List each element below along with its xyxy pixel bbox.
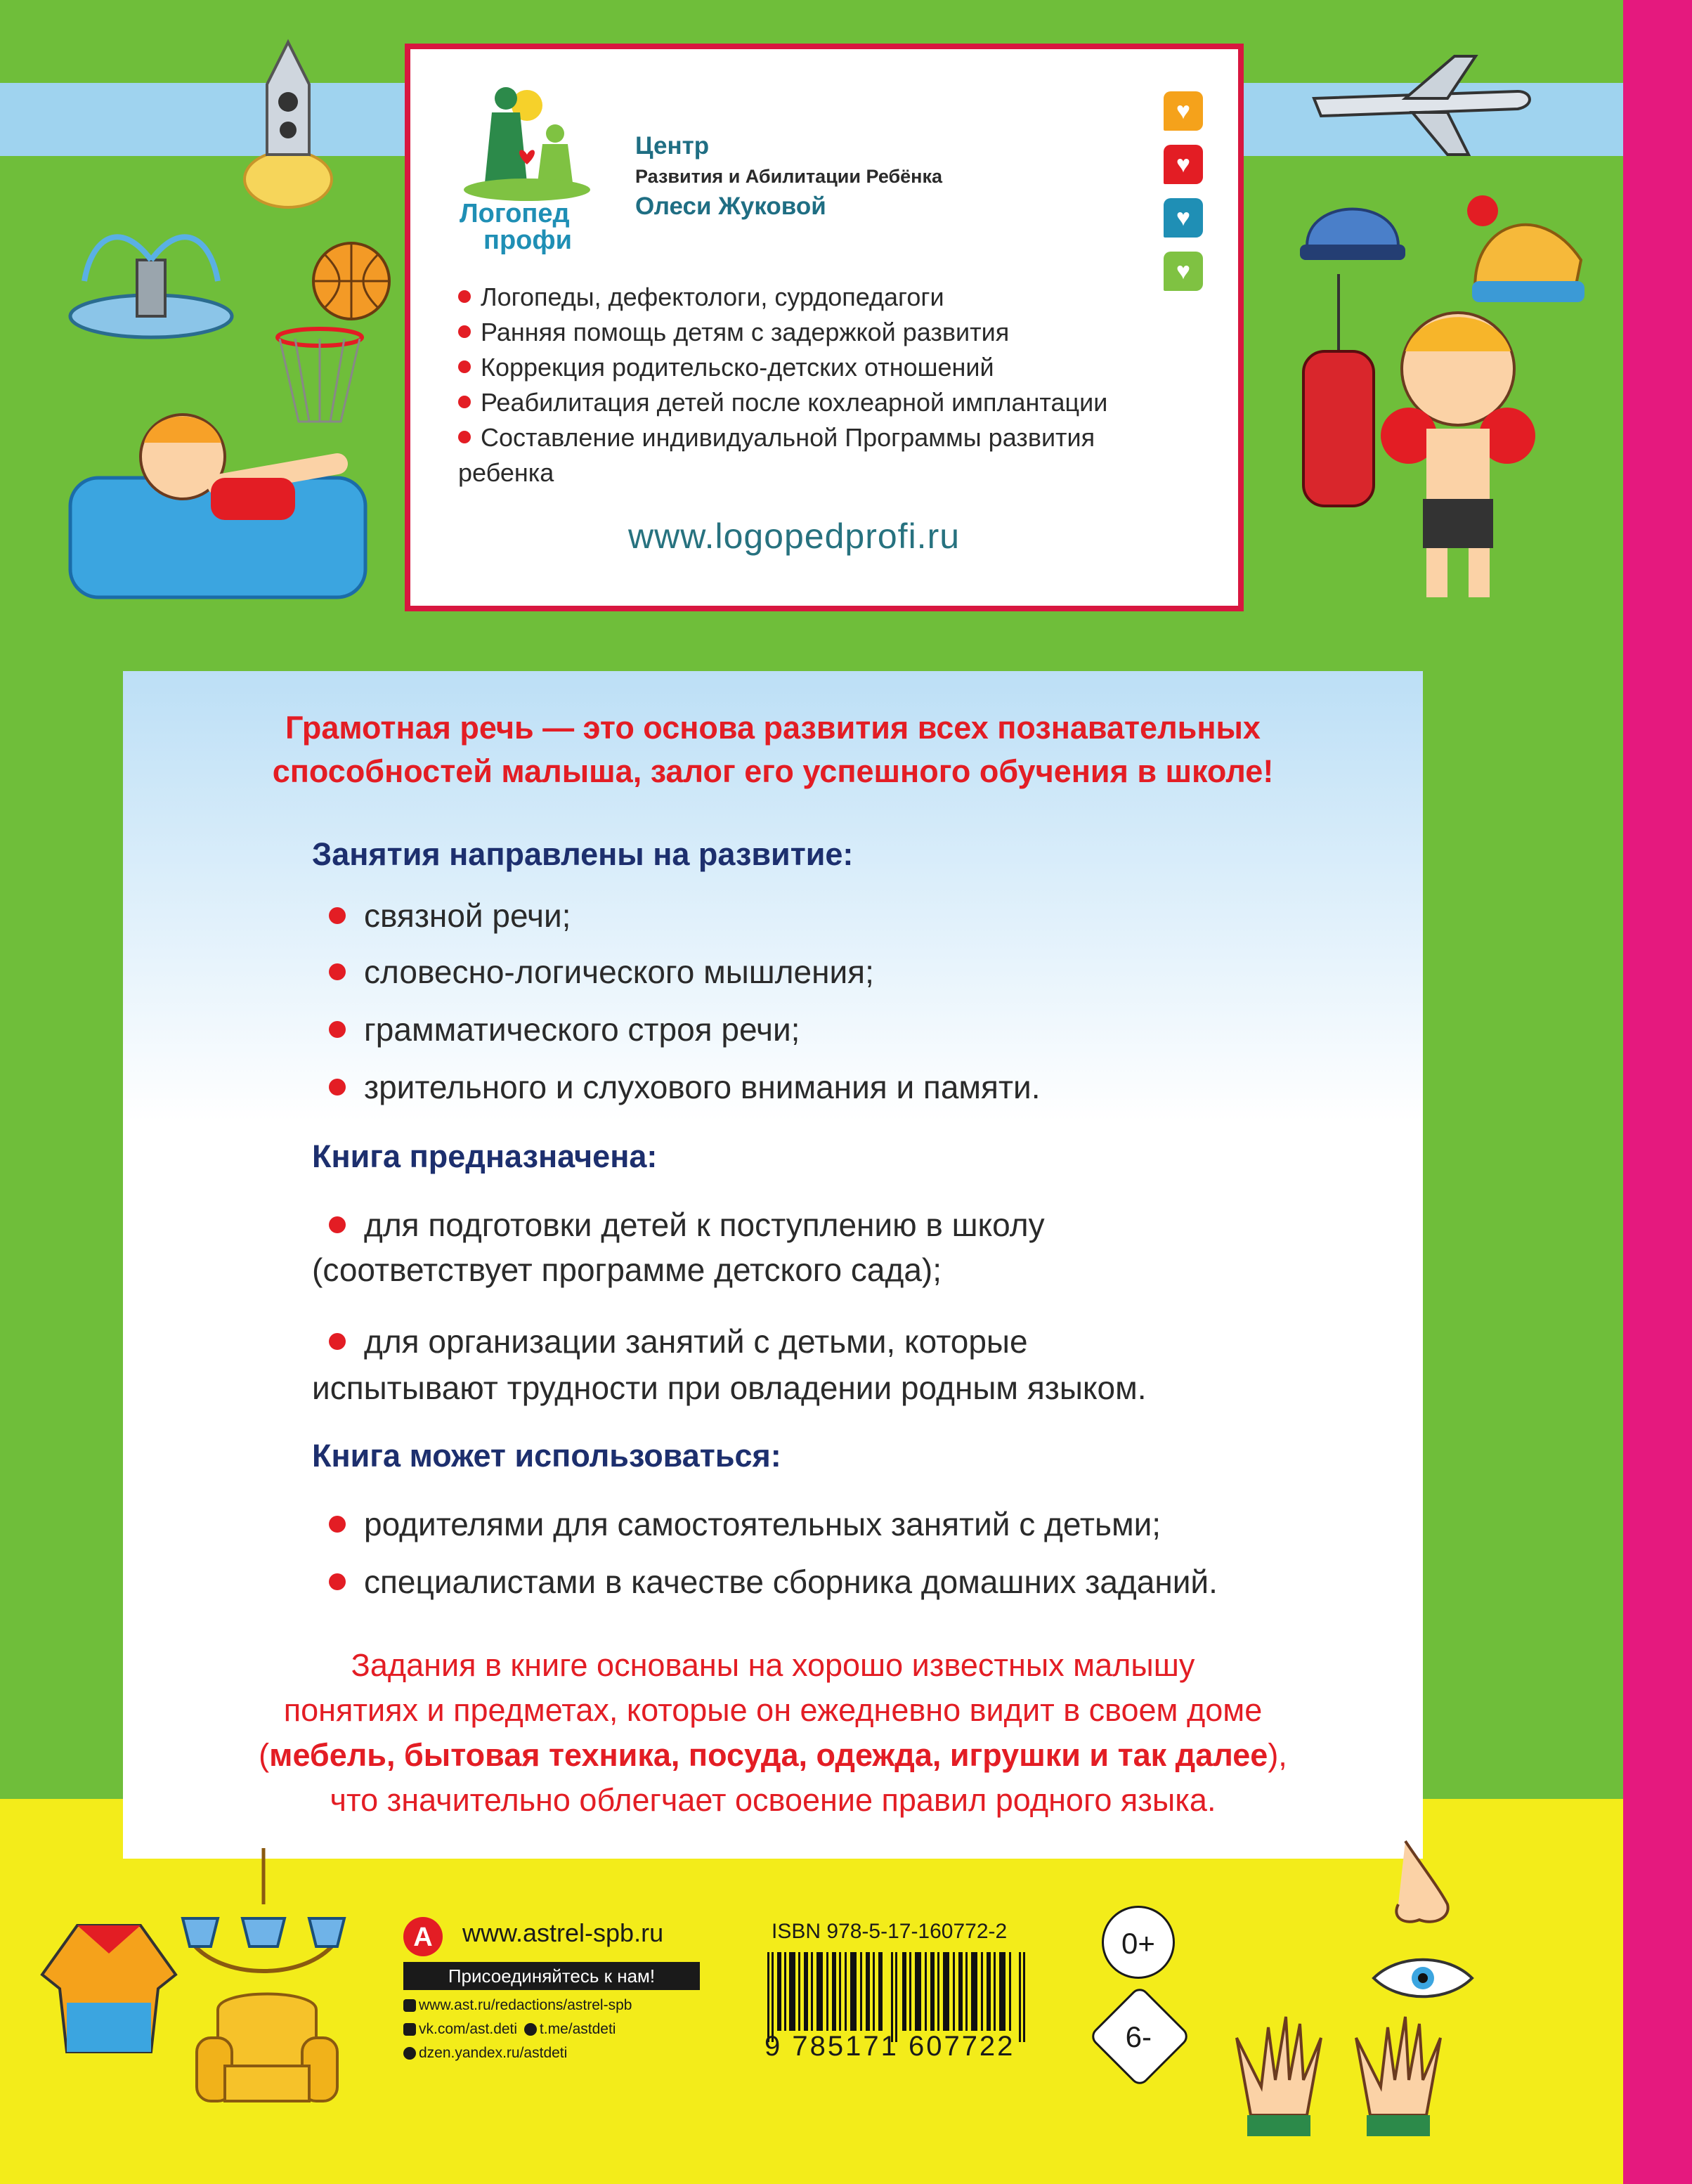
bullet-icon xyxy=(329,1573,346,1590)
bullet-icon xyxy=(329,1516,346,1533)
section2-item: для подготовки детей к поступлению в школу xyxy=(329,1206,1045,1244)
bullet-icon xyxy=(329,907,346,924)
closing-line: понятиях и предметах, которые он ежедневно видит в своем доме xyxy=(283,1692,1263,1728)
heart-tag-icon: ♥ xyxy=(1164,145,1203,184)
telegram-icon xyxy=(524,2023,537,2036)
service-item: Логопеды, дефектологи, сурдопедагоги xyxy=(458,282,944,312)
service-item-continuation: ребенка xyxy=(458,458,554,487)
section3-item: родителями для самостоятельных занятий с детьми; xyxy=(329,1505,1161,1543)
bullet-icon xyxy=(329,1333,346,1350)
rocket-icon xyxy=(239,35,337,211)
section1-item: грамматического строя речи; xyxy=(329,1010,800,1048)
nose-icon xyxy=(1377,1834,1469,1932)
section1-heading: Занятия направлены на развитие: xyxy=(312,836,854,872)
age-rating-badge: 0+ xyxy=(1102,1906,1175,1979)
section3-item: специалистами в качестве сборника домашних заданий. xyxy=(329,1563,1218,1601)
barcode-icon xyxy=(767,1952,1026,2042)
bullet-icon xyxy=(329,963,346,980)
hands-icon xyxy=(1223,2010,1455,2164)
center-owner: Олеси Жуковой xyxy=(635,193,826,220)
barcode-digits: 9 785171 607722 xyxy=(764,2031,1015,2062)
section2-item-continuation: (соответствует программе детского сада); xyxy=(312,1252,942,1288)
airplane-icon xyxy=(1307,49,1539,162)
bullet-icon xyxy=(458,431,471,443)
winter-hat-icon xyxy=(1455,183,1595,309)
intro-line: Грамотная речь — это основа развития всех познавательных xyxy=(285,710,1261,746)
fountain-icon xyxy=(63,204,239,344)
bullet-icon xyxy=(329,1079,346,1096)
publisher-link[interactable]: www.ast.ru/redactions/astrel-spb xyxy=(403,1997,632,2014)
globe-icon xyxy=(403,1999,416,2012)
section1-item: зрительного и слухового внимания и памяти. xyxy=(329,1068,1041,1106)
heart-tag-icon: ♥ xyxy=(1164,91,1203,131)
center-logo-icon xyxy=(457,77,597,204)
publisher-website-link[interactable]: www.astrel-spb.ru xyxy=(462,1918,664,1947)
social-links: vk.com/ast.deti t.me/astdeti xyxy=(403,2021,616,2038)
spine-stripe xyxy=(1623,0,1692,2184)
publisher-link[interactable]: dzen.yandex.ru/astdeti xyxy=(403,2045,567,2062)
bullet-icon xyxy=(458,360,471,373)
section1-item: связной речи; xyxy=(329,897,571,935)
center-website-link[interactable]: www.logopedprofi.ru xyxy=(628,516,961,556)
cap-icon xyxy=(1293,190,1412,274)
center-subtitle: Развития и Абилитации Ребёнка xyxy=(635,166,943,187)
chandelier-icon xyxy=(176,1848,351,2003)
bullet-icon xyxy=(458,325,471,338)
bullet-icon xyxy=(458,290,471,303)
section3-heading: Книга может использоваться: xyxy=(312,1438,781,1474)
swimming-boy-icon xyxy=(63,401,372,604)
section2-item-continuation: испытывают трудности при овладении родным языком. xyxy=(312,1370,1147,1406)
section1-item: словесно-логического мышления; xyxy=(329,953,874,991)
isbn-number: ISBN 978-5-17-160772-2 xyxy=(772,1920,1008,1943)
punching-bag-icon xyxy=(1293,274,1384,520)
logo-name-line1: Логопед xyxy=(460,199,570,228)
age-range-badge: 6- xyxy=(1088,1984,1191,2088)
heart-tag-icon: ♥ xyxy=(1164,252,1203,291)
service-item: Ранняя помощь детям с задержкой развития xyxy=(458,318,1009,347)
intro-line: способностей малыша, залог его успешного обучения в школе! xyxy=(272,753,1274,789)
bullet-icon xyxy=(458,396,471,408)
closing-line: что значительно облегчает освоение правил родного языка. xyxy=(330,1782,1216,1818)
bullet-icon xyxy=(329,1021,346,1038)
boxer-boy-icon xyxy=(1377,302,1539,611)
closing-line: (мебель, бытовая техника, посуда, одежда, игрушки и так далее), xyxy=(259,1737,1287,1773)
dzen-icon xyxy=(403,2047,416,2060)
armchair-icon xyxy=(190,1982,344,2115)
bullet-icon xyxy=(329,1216,346,1233)
center-title: Центр xyxy=(635,132,710,160)
closing-line: Задания в книге основаны на хорошо известных малышу xyxy=(351,1647,1195,1683)
vk-icon xyxy=(403,2023,416,2036)
jacket-icon xyxy=(35,1911,183,2066)
eye-icon xyxy=(1370,1954,1476,2003)
service-item: Коррекция родительско-детских отношений xyxy=(458,353,994,382)
section2-heading: Книга предназначена: xyxy=(312,1138,658,1174)
heart-tag-icon: ♥ xyxy=(1164,198,1203,238)
section2-item: для организации занятий с детьми, которые xyxy=(329,1322,1028,1360)
logo-name-line2: профи xyxy=(483,226,572,255)
service-item: Реабилитация детей после кохлеарной имплантации xyxy=(458,388,1107,417)
join-us-banner: Присоединяйтесь к нам! xyxy=(403,1962,700,1990)
service-item: Составление индивидуальной Программы развития xyxy=(458,423,1095,453)
basketball-icon xyxy=(309,239,393,323)
astrel-logo-icon: А xyxy=(403,1917,443,1956)
